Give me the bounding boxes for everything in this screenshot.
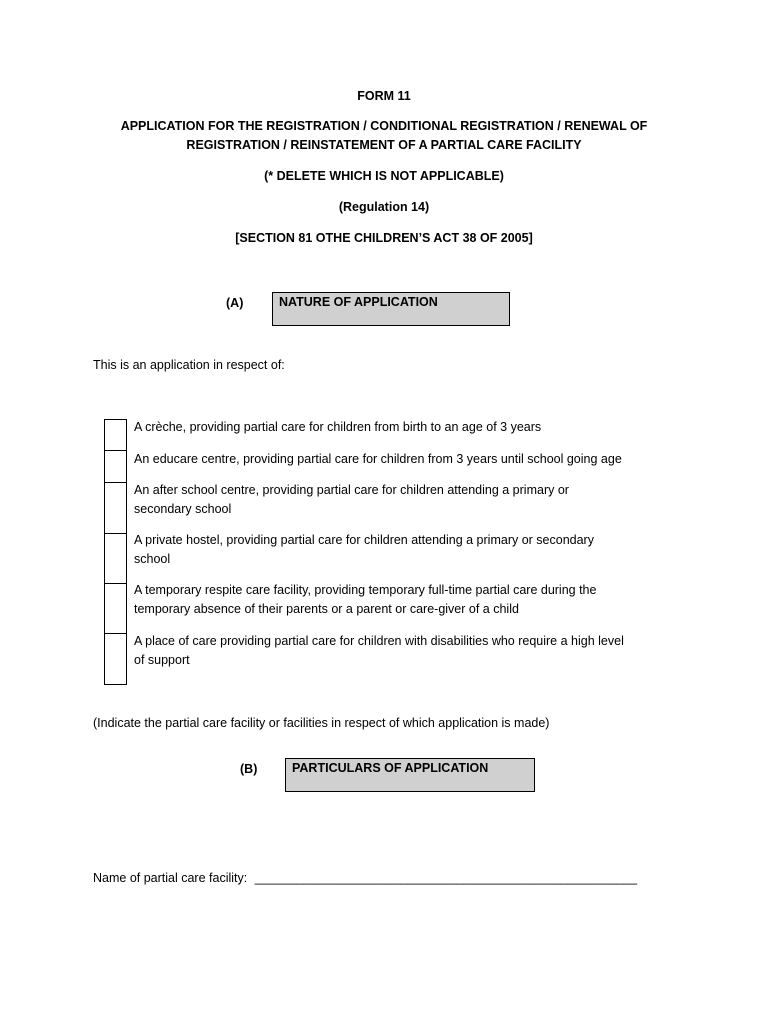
checkbox-respite-care-facility[interactable] [104,583,127,634]
checkbox-educare-centre[interactable] [104,450,127,483]
option-line-1: An after school centre, providing partial care for children attending a primary or [134,483,569,497]
delete-note: (* DELETE WHICH IS NOT APPLICABLE) [264,169,504,183]
form-title-line-2: REGISTRATION / REINSTATEMENT OF A PARTIAL CARE FACILITY [186,138,582,152]
section-a-letter: (A) [226,296,244,310]
option-line-2: secondary school [134,502,232,516]
regulation-reference: (Regulation 14) [338,200,430,214]
application-intro: This is an application in respect of: [93,358,285,372]
checkbox-column [104,419,127,685]
checkbox-private-hostel[interactable] [104,533,127,584]
option-line-2: of support [134,653,190,667]
option-line-1: A place of care providing partial care for children with disabilities who require a high level [134,634,624,648]
section-reference: [SECTION 81 OTHE CHILDREN’S ACT 38 OF 2005] [235,231,533,245]
option-educare-centre [134,450,654,469]
section-b-heading: PARTICULARS OF APPLICATION [292,761,489,775]
option-after-school-centre [134,481,654,519]
selection-instruction: (Indicate the partial care facility or facilities in respect of which application is made) [93,716,550,730]
option-line-1: A temporary respite care facility, providing temporary full-time partial care during the [134,583,597,597]
option-line-1: An educare centre, providing partial care for children from 3 years until school going age [134,452,622,466]
option-line-2: school [134,552,171,566]
option-disability-care-place [134,632,654,670]
facility-name-label: Name of partial care facility: [93,871,248,885]
option-line-2: temporary absence of their parents or a parent or care-giver of a child [134,602,519,616]
option-line-1: A crèche, providing partial care for children from birth to an age of 3 years [134,420,542,434]
option-line-1: A private hostel, providing partial care for children attending a primary or secondary [134,533,594,547]
checkbox-disability-care-place[interactable] [104,633,127,685]
section-a-heading: NATURE OF APPLICATION [279,295,438,309]
option-private-hostel [134,531,654,569]
facility-name-row [93,871,637,885]
form-number: FORM 11 [357,89,411,103]
checkbox-after-school-centre[interactable] [104,482,127,534]
section-a-heading-box [272,292,510,326]
option-creche [134,418,654,437]
section-b-heading-box [285,758,535,792]
facility-name-field[interactable]: _______________________________________________________ [254,871,638,885]
option-respite-care-facility [134,581,654,619]
section-b-letter: (B) [240,762,258,776]
form-title-line-1: APPLICATION FOR THE REGISTRATION / CONDITIONAL REGISTRATION / RENEWAL OF [120,119,648,133]
checkbox-creche[interactable] [104,419,127,451]
